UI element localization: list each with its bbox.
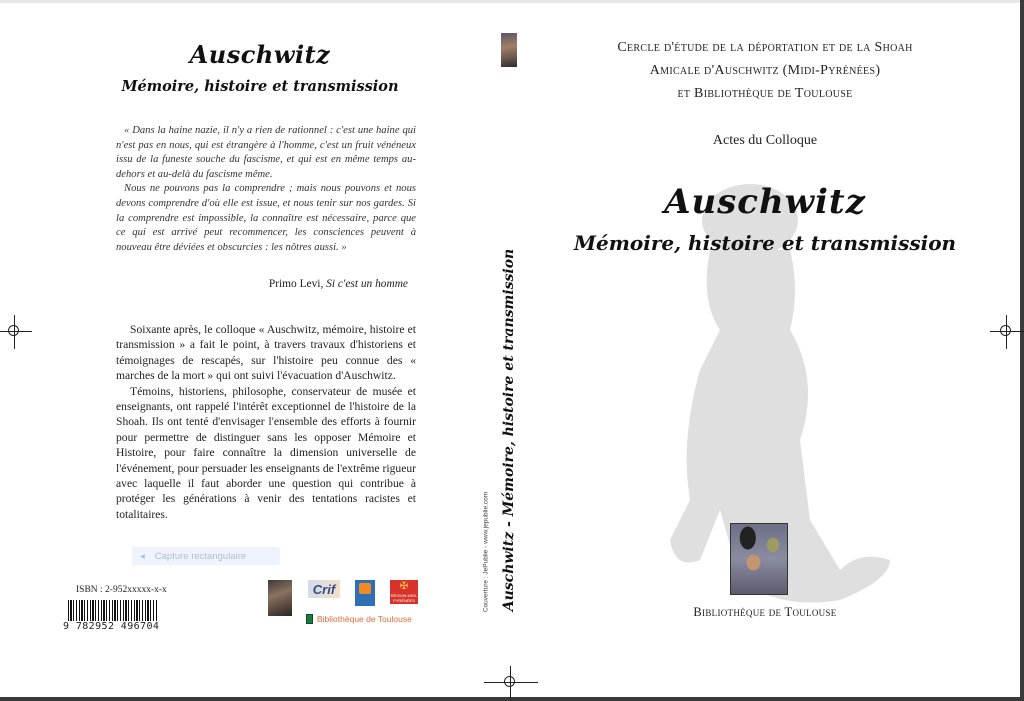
memorial-artwork-logo bbox=[268, 580, 292, 616]
barcode-digits: 9 782952 496704 bbox=[63, 621, 160, 632]
crop-mark-bottom-icon bbox=[494, 666, 528, 700]
crop-mark-right-icon bbox=[990, 315, 1024, 349]
isbn: ISBN : 2-952xxxxx-x-x bbox=[76, 585, 167, 595]
quote-paragraph: Nous ne pouvons pas la comprendre ; mais nous pouvons et nous devons comprendre d'où elle est issue, et nous tenir sur nos gardes. Si la comprendre est impossible, la connaître est nécessaire, parce que ce qui est arrivé peut recommencer, les consciences peuvent à nouveau être déviées et obscurcies : les nôtres aussi. » bbox=[116, 183, 416, 253]
attribution-author: Primo Levi, bbox=[268, 278, 327, 290]
capture-rectangle-tooltip[interactable] bbox=[132, 547, 280, 565]
organizer-line: Cercle d'étude de la déportation et de la Shoah bbox=[617, 40, 913, 55]
memorial-artwork-caption: · · · · · · · · · · · · · · · · bbox=[266, 617, 296, 621]
back-cover-blurb bbox=[116, 322, 416, 522]
top-edge bbox=[0, 0, 1024, 3]
bibliotheque-logo-label: Bibliothèque de Toulouse bbox=[317, 614, 412, 624]
organizer-line: Amicale d'Auschwitz (Midi-Pyrénées) bbox=[649, 63, 881, 78]
spine-title: Auschwitz - Mémoire, histoire et transmission bbox=[501, 248, 517, 612]
front-cover-actes: Actes du Colloque bbox=[712, 133, 818, 148]
front-cover-publisher: Bibliothèque de Toulouse bbox=[693, 605, 837, 619]
crif-logo: Crif bbox=[308, 580, 340, 598]
organizer-line: et Bibliothèque de Toulouse bbox=[677, 86, 853, 101]
quote-attribution bbox=[200, 278, 408, 290]
crop-mark-left-icon bbox=[0, 315, 32, 349]
front-cover-painting bbox=[730, 523, 788, 595]
bibliotheque-toulouse-logo bbox=[306, 614, 412, 624]
region-midi-pyrenees-logo bbox=[390, 580, 418, 604]
back-cover-subtitle: Mémoire, histoire et transmission bbox=[121, 78, 399, 95]
attribution-work: Si c'est un homme bbox=[326, 278, 408, 290]
blurb-paragraph: Témoins, historiens, philosophe, conservateur de musée et enseignants, ont rappelé l'intérêt exceptionnel de l'histoire de la Shoah. Ils ont tenté d'envisager l'ensemble des efforts à fournir pour permettre de distinguer sans les opposer Mémoire et Histoire, pour faire connaître la dimension universelle de l'événement, pour persuader les enseignants de l'extrême rigueur avec laquelle il faut aborder une question qui contribue à protéger les générations à venir des tentations racistes et totalitaires. bbox=[116, 384, 416, 521]
front-cover-organizers bbox=[555, 36, 975, 105]
quote-paragraph: « Dans la haine nazie, il n'y a rien de rationnel : c'est une haine qui n'est pas en nous, qui est étrangère à l'homme, c'est un fruit vénéneux issu de la funeste souche du fascisme, et qui est en même temps au-dehors et au-delà du fascisme même. bbox=[116, 125, 416, 180]
spine-thumbnail-image bbox=[501, 33, 517, 67]
region-logo-label: RÉGION MIDI-PYRÉNÉES bbox=[390, 593, 418, 603]
back-cover-title: Auschwitz bbox=[189, 40, 331, 69]
right-border bbox=[1020, 0, 1024, 701]
capture-icon: ◂ bbox=[140, 550, 145, 562]
spine-credit: Couverture : JePublie - www.jepublie.com bbox=[482, 491, 490, 613]
bibliotheque-mark-icon bbox=[306, 614, 313, 624]
haute-garonne-logo bbox=[355, 580, 375, 606]
occitan-cross-icon: ✠ bbox=[399, 581, 409, 592]
front-cover-title: Auschwitz bbox=[664, 182, 866, 222]
front-cover-subtitle: Mémoire, histoire et transmission bbox=[573, 231, 957, 255]
primo-levi-quote bbox=[116, 124, 416, 255]
capture-label: Capture rectangulaire bbox=[154, 550, 247, 562]
blurb-paragraph: Soixante après, le colloque « Auschwitz, mémoire, histoire et transmission » a fait le point, à travers travaux d'historiens et témoignages de rescapés, sur l'histoire peu connue des « marches de la mort » qui ont suivi l'évacuation d'Auschwitz. bbox=[116, 323, 416, 383]
